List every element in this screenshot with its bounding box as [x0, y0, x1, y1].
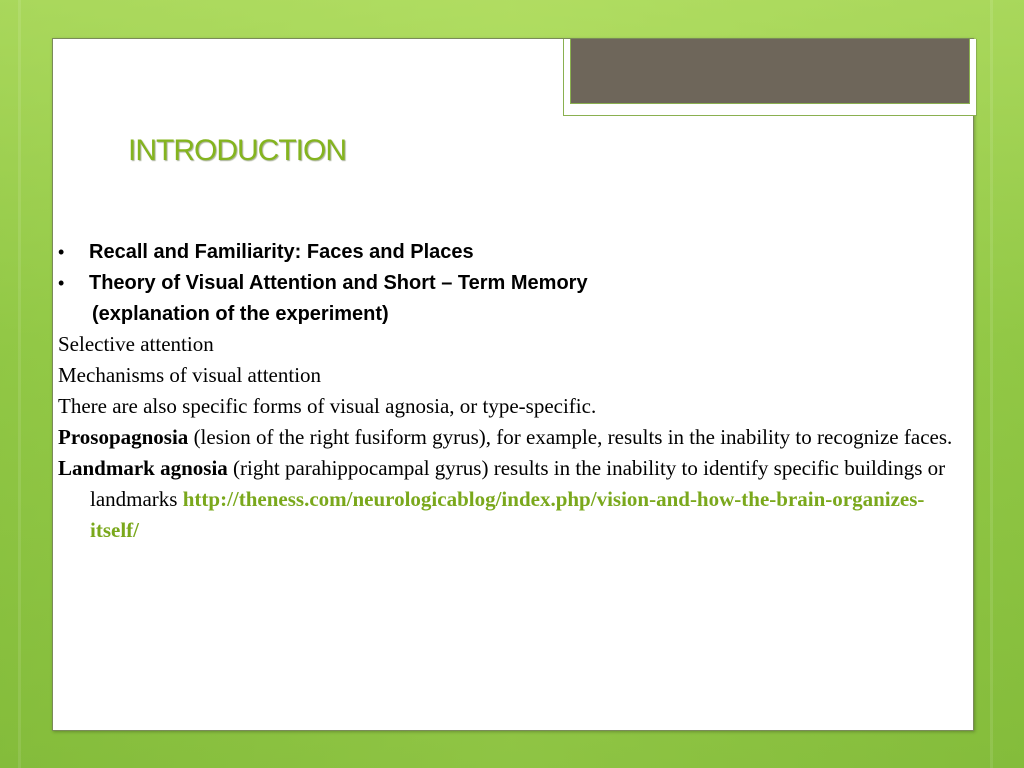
term-prosopagnosia: Prosopagnosia: [58, 425, 189, 449]
prosopagnosia-description: (lesion of the right fusiform gyrus), for example, results in the inability to recognize faces.: [188, 425, 953, 449]
background-stripe: [990, 0, 993, 768]
bullet-item: [58, 237, 958, 268]
bullet-continuation: (explanation of the experiment): [92, 303, 389, 325]
background-stripe: [18, 0, 21, 768]
decorative-tab-frame: [563, 39, 977, 116]
line-selective-attention: Selective attention: [58, 332, 214, 356]
bullet-item: [58, 268, 958, 299]
bullet-text: Recall and Familiarity: Faces and Places: [89, 241, 474, 263]
bullet-text: Theory of Visual Attention and Short – Term Memory: [89, 272, 588, 294]
decorative-tab: [570, 39, 970, 104]
paragraph-prosopagnosia: [58, 422, 958, 453]
bullet-marker: •: [58, 242, 65, 262]
line-visual-agnosia: There are also specific forms of visual agnosia, or type-specific.: [58, 394, 597, 418]
line-mechanisms: Mechanisms of visual attention: [58, 363, 322, 387]
term-landmark-agnosia: Landmark agnosia: [58, 456, 228, 480]
slide-content: [58, 237, 958, 546]
landmark-description: (right parahippocampal gyrus) results in the inability to identify specific buildings or landmarks: [90, 456, 946, 511]
reference-link[interactable]: http://theness.com/neurologicablog/index.php/vision-and-how-the-brain-organizes-itself/: [90, 487, 925, 542]
bullet-marker: •: [58, 273, 65, 293]
slide-title: INTRODUCTION: [128, 134, 346, 167]
paragraph-landmark-agnosia: [58, 453, 958, 546]
